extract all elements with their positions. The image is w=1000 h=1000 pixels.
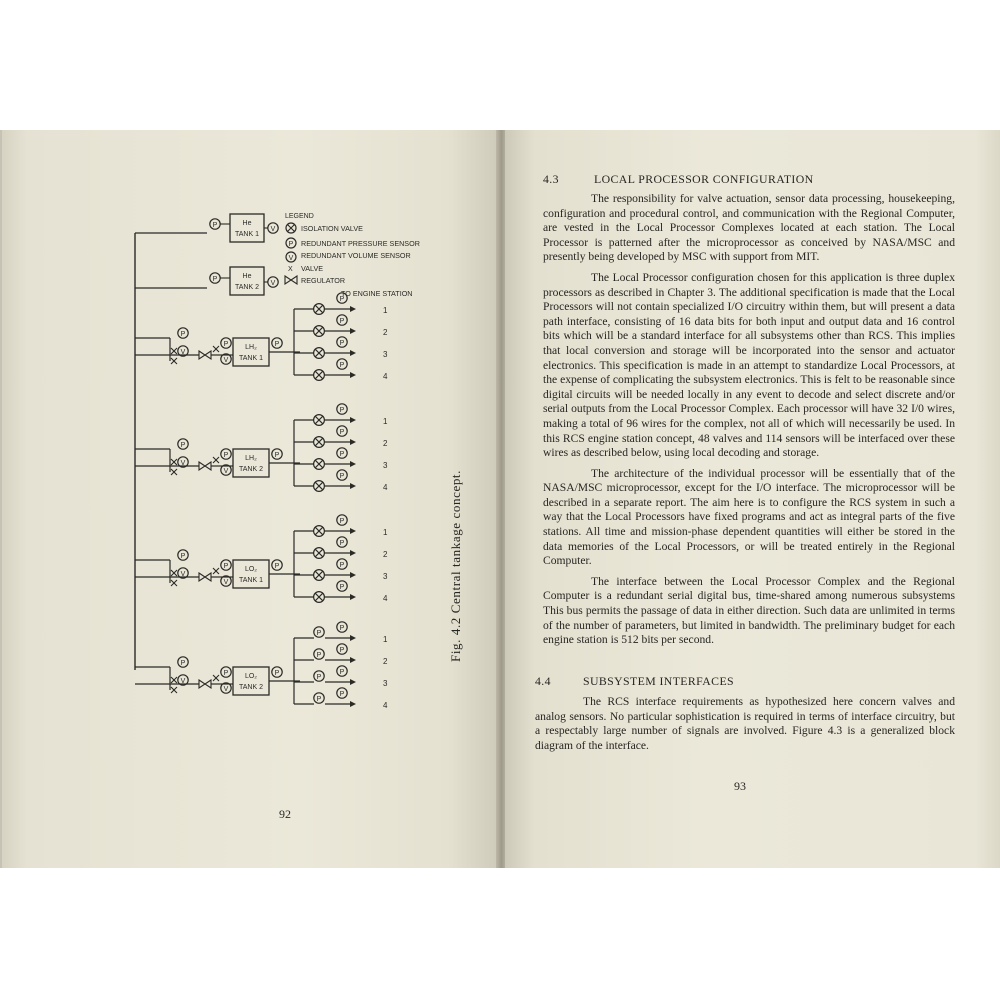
lo2-tank-1-group xyxy=(135,515,388,603)
legend-valve: VALVE xyxy=(301,264,324,273)
volume-sensor-icon xyxy=(286,252,296,262)
svg-text:P: P xyxy=(274,452,280,459)
pressure-sensor-icon xyxy=(337,537,347,547)
svg-text:P: P xyxy=(316,652,322,659)
open-book xyxy=(0,130,1000,868)
he-tank-2-group xyxy=(210,267,278,295)
pressure-sensor-icon xyxy=(337,688,347,698)
flow-arrow-icon xyxy=(350,550,356,556)
svg-text:P: P xyxy=(339,340,345,347)
svg-text:V: V xyxy=(180,571,186,578)
regulator-icon xyxy=(199,680,211,688)
pressure-sensor-icon xyxy=(314,693,324,703)
svg-text:P: P xyxy=(339,540,345,547)
svg-text:P: P xyxy=(212,276,218,283)
pressure-sensor-icon xyxy=(178,328,188,338)
legend-pressure-sensor: REDUNDANT PRESSURE SENSOR xyxy=(301,239,420,248)
valve-icon xyxy=(171,687,177,693)
valve-icon xyxy=(213,457,219,463)
pressure-sensor-icon xyxy=(272,449,282,459)
flow-arrow-icon xyxy=(350,372,356,378)
station-number: 1 xyxy=(383,306,388,315)
valve-icon xyxy=(171,469,177,475)
paragraph: The responsibility for valve actuation, sensor data processing, housekeeping, configuration and procedural control, and communication with the Regional Computer, are vested in the Local Processor Complexes located at each station. The Local Processor is patterned after the microprocessor as conceived by NASA/MSC and presently being developed by MSC with support from MIT. xyxy=(543,192,955,264)
right-page xyxy=(505,130,1000,868)
svg-text:P: P xyxy=(274,563,280,570)
pressure-sensor-icon xyxy=(210,273,220,283)
central-tankage-diagram xyxy=(2,130,498,868)
pressure-sensor-icon xyxy=(337,337,347,347)
svg-text:P: P xyxy=(180,442,186,449)
isolation-valve-icon xyxy=(314,481,325,492)
svg-text:V: V xyxy=(270,280,276,287)
pressure-sensor-icon xyxy=(178,439,188,449)
isolation-valve-icon xyxy=(314,459,325,470)
svg-text:V: V xyxy=(180,460,186,467)
pressure-sensor-icon xyxy=(337,359,347,369)
paragraph: The interface between the Local Processor Complex and the Regional Computer is a redundant serial digital bus, time-shared among numerous subsystems This bus permits the passage of data in either direction. Such data are unlimited in terms of the number of parameters, but limited in bandwidth. The preliminary budget for each engine station is 512 bits per second. xyxy=(543,574,955,647)
svg-text:P: P xyxy=(339,318,345,325)
lh2-tank-2-group xyxy=(135,404,388,492)
section-4-4-heading xyxy=(535,674,955,690)
he-tank-1-label: TANK 1 xyxy=(235,231,259,238)
svg-text:P: P xyxy=(180,553,186,560)
pressure-sensor-icon xyxy=(314,671,324,681)
station-number: 3 xyxy=(383,350,388,359)
regulator-icon xyxy=(199,462,211,470)
svg-text:P: P xyxy=(339,562,345,569)
svg-text:P: P xyxy=(223,563,229,570)
regulator-icon xyxy=(285,276,297,284)
section-title: LOCAL PROCESSOR CONFIGURATION xyxy=(594,172,814,186)
svg-text:P: P xyxy=(339,429,345,436)
pressure-sensor-icon xyxy=(314,649,324,659)
station-number: 3 xyxy=(383,461,388,470)
pressure-sensor-icon xyxy=(221,667,231,677)
svg-text:P: P xyxy=(339,647,345,654)
legend-volume-sensor: REDUNDANT VOLUME SENSOR xyxy=(301,251,411,260)
station-number: 3 xyxy=(383,572,388,581)
isolation-valve-icon xyxy=(314,348,325,359)
isolation-valve-icon xyxy=(314,304,325,315)
svg-text:P: P xyxy=(180,331,186,338)
pressure-sensor-icon xyxy=(286,238,296,248)
pressure-sensor-icon xyxy=(337,644,347,654)
lo2-tank-1-label: TANK 1 xyxy=(239,577,263,584)
svg-text:P: P xyxy=(339,451,345,458)
svg-text:P: P xyxy=(274,341,280,348)
pressure-sensor-icon xyxy=(178,657,188,667)
svg-text:P: P xyxy=(223,341,229,348)
valve-icon xyxy=(171,348,177,354)
flow-arrow-icon xyxy=(350,328,356,334)
pressure-sensor-icon xyxy=(221,560,231,570)
paragraph: The RCS interface requirements as hypothesized here concern valves and analog sensors. No particular sophistication is required in terms of interface circuitry, but a respectably large number of signals are involved. Figure 4.3 is a generalized block diagram of the interface. xyxy=(535,695,955,752)
svg-text:V: V xyxy=(223,686,229,693)
valve-icon xyxy=(213,568,219,574)
engine-station-label: TO ENGINE STATION xyxy=(341,289,413,298)
flow-arrow-icon xyxy=(350,350,356,356)
flow-arrow-icon xyxy=(350,528,356,534)
station-number: 4 xyxy=(383,594,388,603)
lh2-tank-1-name: LH₂ xyxy=(245,344,257,351)
lo2-tank-2-name: LO₂ xyxy=(244,673,258,680)
isolation-valve-icon xyxy=(314,370,325,381)
flow-arrow-icon xyxy=(350,306,356,312)
station-number: 4 xyxy=(383,701,388,710)
valve-icon xyxy=(171,580,177,586)
he-tank-2-label: TANK 2 xyxy=(235,284,259,291)
svg-text:P: P xyxy=(316,630,322,637)
pressure-sensor-icon xyxy=(337,559,347,569)
paragraph: The Local Processor configuration chosen for this application is three duplex processors as described in Chapter 3. The additional specification is made that the Local Processors will not contain specialized I/O circuitry within them, but will present a data path interface, consisting of 16 data bits for both input and output data and 16 control bits which will be a standard interface for all subsystems other than RCS. This implies that local conversion and storage will be incorporated into the sensor and actuator electronics. This specification is made in an attempt to standardize Local Processors, at the expense of complicating the subsystem electronics. This is felt to be reasonable since digital circuits will be needed locally in any event to decode and select discrete and/or serial outputs from the Local Processor Complex. Each processor will have 32 I/0 wires, making a total of 96 wires for the complex, not all of which will necessarily be used. In this RCS engine station concept, 48 valves and 114 sensors will be interfaced over these wires as described below, using local decoding and storage. xyxy=(543,270,955,460)
pressure-sensor-icon xyxy=(337,581,347,591)
isolation-valve-icon xyxy=(314,415,325,426)
pressure-sensor-icon xyxy=(337,515,347,525)
he-tank-1-group xyxy=(210,214,278,242)
flow-arrow-icon xyxy=(350,635,356,641)
valve-icon xyxy=(171,677,177,683)
svg-text:P: P xyxy=(339,407,345,414)
svg-text:P: P xyxy=(223,452,229,459)
legend-regulator: REGULATOR xyxy=(301,276,346,285)
svg-text:P: P xyxy=(180,660,186,667)
pressure-sensor-icon xyxy=(272,560,282,570)
pressure-sensor-icon xyxy=(337,426,347,436)
svg-text:V: V xyxy=(223,468,229,475)
station-number: 3 xyxy=(383,679,388,688)
svg-text:P: P xyxy=(274,670,280,677)
flow-arrow-icon xyxy=(350,417,356,423)
svg-text:V: V xyxy=(223,579,229,586)
station-number: 1 xyxy=(383,417,388,426)
page-number-right: 93 xyxy=(734,779,746,793)
pressure-sensor-icon xyxy=(337,470,347,480)
valve-icon xyxy=(171,358,177,364)
pressure-sensor-icon xyxy=(272,338,282,348)
svg-text:P: P xyxy=(339,691,345,698)
isolation-valve-icon xyxy=(314,592,325,603)
svg-text:V: V xyxy=(180,349,186,356)
legend-isolation-valve: ISOLATION VALVE xyxy=(301,224,363,233)
lh2-tank-2-label: TANK 2 xyxy=(239,466,263,473)
svg-text:V: V xyxy=(270,226,276,233)
he-tank-2-name: He xyxy=(242,273,252,280)
left-page xyxy=(2,130,498,868)
pressure-sensor-icon xyxy=(272,667,282,677)
svg-text:P: P xyxy=(339,473,345,480)
isolation-valve-icon xyxy=(314,526,325,537)
flow-arrow-icon xyxy=(350,461,356,467)
page-number-left: 92 xyxy=(279,807,291,821)
section-number: 4.3 xyxy=(543,172,559,186)
svg-text:P: P xyxy=(288,241,294,248)
svg-text:V: V xyxy=(288,255,294,262)
section-number: 4.4 xyxy=(535,674,551,688)
isolation-valve-icon xyxy=(314,570,325,581)
figure-caption: Fig. 4.2 Central tankage concept. xyxy=(448,470,463,662)
flow-arrow-icon xyxy=(350,483,356,489)
svg-text:P: P xyxy=(339,518,345,525)
station-number: 1 xyxy=(383,635,388,644)
station-number: 2 xyxy=(383,657,388,666)
svg-text:P: P xyxy=(316,696,322,703)
pressure-sensor-icon xyxy=(337,666,347,676)
diagram-legend xyxy=(285,213,420,285)
station-number: 4 xyxy=(383,372,388,381)
lo2-tank-2-label: TANK 2 xyxy=(239,684,263,691)
legend-title: LEGEND xyxy=(285,213,314,220)
svg-text:P: P xyxy=(339,625,345,632)
flow-arrow-icon xyxy=(350,679,356,685)
valve-icon xyxy=(213,675,219,681)
valve-icon xyxy=(213,346,219,352)
svg-text:P: P xyxy=(339,296,345,303)
valve-icon: X xyxy=(288,266,293,273)
pressure-sensor-icon xyxy=(178,550,188,560)
lh2-tank-1-group xyxy=(135,293,388,381)
volume-sensor-icon xyxy=(268,277,278,287)
pressure-sensor-icon xyxy=(337,448,347,458)
regulator-icon xyxy=(199,351,211,359)
regulator-icon xyxy=(199,573,211,581)
paragraph: The architecture of the individual processor will be essentially that of the NASA/MSC microprocessor, except for the I/O interface. The microprocessor will be described in a separate report. The aim here is to configure the RCS system in such a way that the Local Processors have fixed programs and act as integral parts of the five stations. All time and mission-phase dependent quantities will either be stored in the data memories of the Local Processors, or will be treated entirely in the Regional Computer. xyxy=(543,466,955,568)
svg-text:P: P xyxy=(339,362,345,369)
valve-icon xyxy=(171,459,177,465)
pressure-sensor-icon xyxy=(337,404,347,414)
lo2-tank-1-name: LO₂ xyxy=(244,566,258,573)
svg-text:P: P xyxy=(212,222,218,229)
flow-arrow-icon xyxy=(350,439,356,445)
pressure-sensor-icon xyxy=(210,219,220,229)
pressure-sensor-icon xyxy=(314,627,324,637)
volume-sensor-icon xyxy=(268,223,278,233)
pressure-sensor-icon xyxy=(337,622,347,632)
station-number: 2 xyxy=(383,439,388,448)
flow-arrow-icon xyxy=(350,657,356,663)
lh2-tank-1-label: TANK 1 xyxy=(239,355,263,362)
section-4-4-body xyxy=(535,695,955,759)
pressure-sensor-icon xyxy=(221,449,231,459)
isolation-valve-icon xyxy=(314,326,325,337)
svg-text:P: P xyxy=(339,669,345,676)
lh2-tank-2-name: LH₂ xyxy=(245,455,257,462)
section-title: SUBSYSTEM INTERFACES xyxy=(583,674,735,688)
pressure-sensor-icon xyxy=(337,315,347,325)
isolation-valve-icon xyxy=(286,223,296,233)
lo2-tank-2-group xyxy=(135,622,388,710)
station-number: 1 xyxy=(383,528,388,537)
station-number: 2 xyxy=(383,328,388,337)
svg-text:P: P xyxy=(316,674,322,681)
section-4-3-heading xyxy=(543,172,963,188)
isolation-valve-icon xyxy=(314,437,325,448)
section-4-3-body xyxy=(543,192,955,654)
flow-arrow-icon xyxy=(350,594,356,600)
svg-text:P: P xyxy=(223,670,229,677)
svg-text:V: V xyxy=(223,357,229,364)
svg-text:P: P xyxy=(339,584,345,591)
svg-text:V: V xyxy=(180,678,186,685)
flow-arrow-icon xyxy=(350,701,356,707)
he-tank-1-name: He xyxy=(242,220,252,227)
valve-icon xyxy=(171,570,177,576)
station-number: 2 xyxy=(383,550,388,559)
station-number: 4 xyxy=(383,483,388,492)
pressure-sensor-icon xyxy=(221,338,231,348)
flow-arrow-icon xyxy=(350,572,356,578)
isolation-valve-icon xyxy=(314,548,325,559)
